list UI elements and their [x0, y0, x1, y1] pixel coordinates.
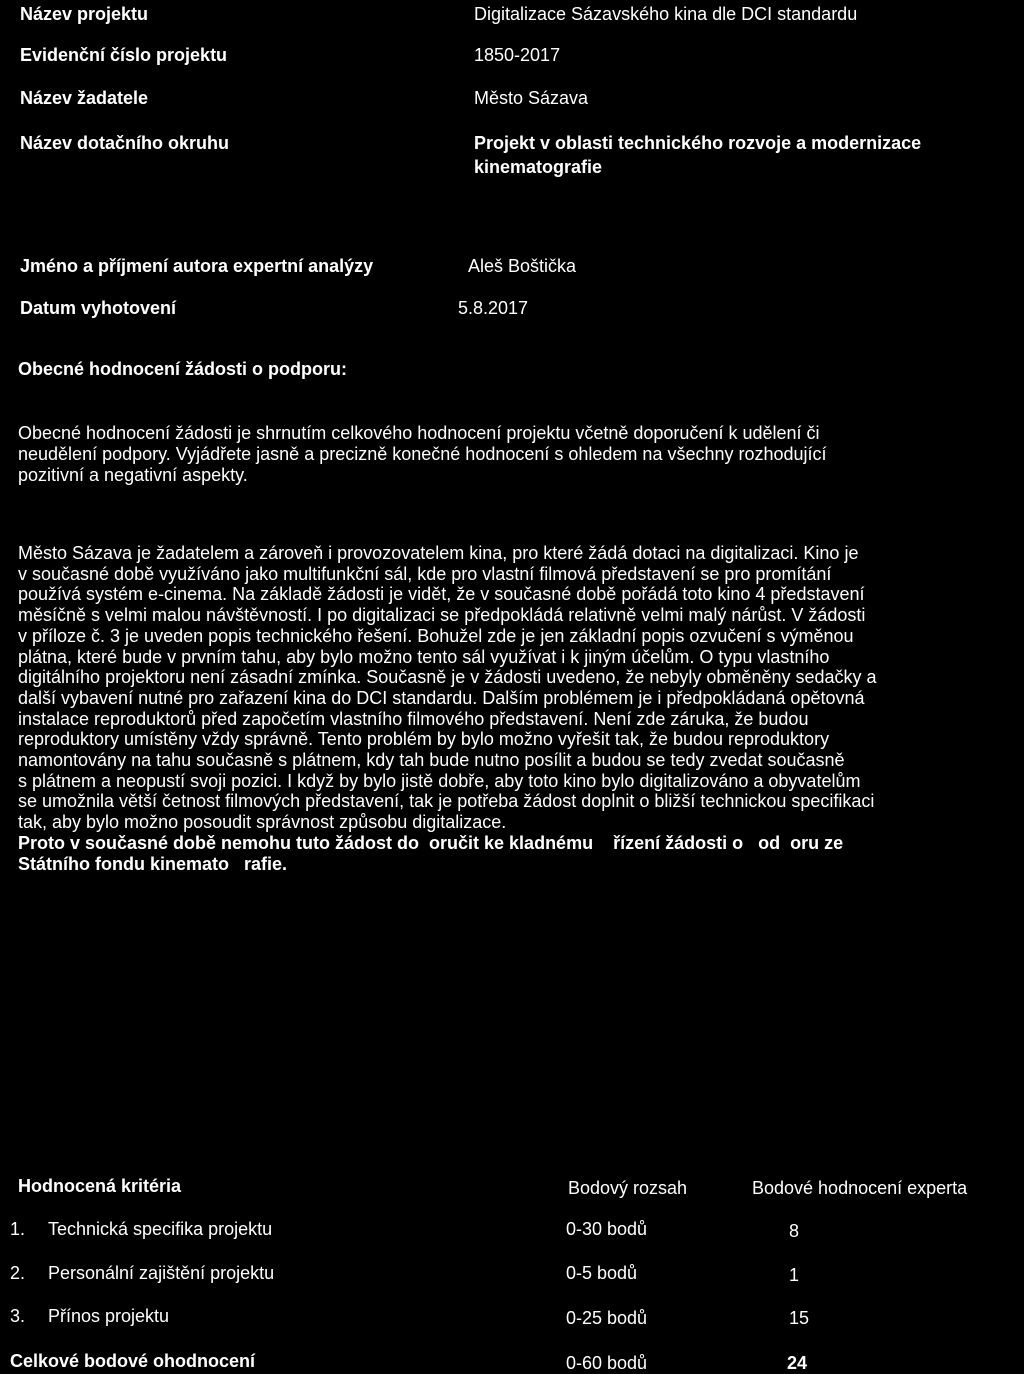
body-line: plátna, které bude v prvním tahu, aby bylo možno tento sál využívat i k jiným účelům. O typu vlastního — [18, 646, 830, 667]
value-project-name: Digitalizace Sázavského kina dle DCI standardu — [474, 4, 858, 24]
body-line: tak, aby bylo možno posoudit správnost způsobu digitalizace. — [18, 812, 507, 833]
instruction-paragraph — [18, 423, 827, 485]
row-criterion: Technická specifika projektu — [48, 1219, 273, 1239]
instruction-line: pozitivní a negativní aspekty. — [18, 464, 248, 485]
body-line: další vybavení nutné pro zařazení kina do DCI standardu. Dalším problémem je i předpokládaná opětovná — [18, 687, 865, 708]
instruction-line: Obecné hodnocení žádosti je shrnutím celkového hodnocení projektu včetně doporučení k udělení či — [18, 423, 820, 443]
body-line: instalace reproduktorů před započetím vlastního filmového představení. Není zde záruka, že budou — [18, 708, 809, 729]
table-header-range: Bodový rozsah — [568, 1178, 688, 1198]
body-line: namontovány na tahu současně s plátnem, kdy tah bude nutno posílit a budou se tedy zvedat současně — [18, 750, 845, 771]
row-criterion: Přínos projektu — [48, 1306, 170, 1326]
instruction-line: neudělení podpory. Vyjádřete jasně a precizně konečné hodnocení s ohledem na všechny rozhodující — [18, 443, 827, 464]
table-header-criteria: Hodnocená kritéria — [18, 1176, 182, 1196]
row-score: 15 — [789, 1308, 810, 1328]
row-number: 3. — [10, 1306, 26, 1326]
body-line: Město Sázava je žadatelem a zároveň i provozovatelem kina, pro které žádá dotaci na digitalizaci. Kino je — [18, 543, 859, 563]
row-range: 0-5 bodů — [566, 1263, 638, 1283]
row-criterion: Personální zajištění projektu — [48, 1263, 275, 1283]
value-applicant: Město Sázava — [474, 88, 589, 108]
value-date: 5.8.2017 — [458, 298, 529, 318]
body-line: digitálního projektoru není zásadní zmínka. Současně je v žádosti uvedeno, že nebyly obměněny sedačky a — [18, 667, 877, 688]
value-project-number: 1850-2017 — [474, 45, 561, 65]
evaluation-body — [18, 543, 877, 874]
row-range: 0-30 bodů — [566, 1219, 648, 1239]
body-line: se umožnila větší četnost filmových představení, tak je potřeba žádost doplnit o bližší technickou specifikaci — [18, 791, 875, 812]
total-score: 24 — [787, 1353, 808, 1373]
row-score: 1 — [789, 1265, 800, 1285]
conclusion-line: Státního fondu kinemato rafie. — [18, 853, 288, 874]
conclusion-line: Proto v současné době nemohu tuto žádost do oručit ke kladnému řízení žádosti o od oru ze — [18, 832, 844, 853]
label-project-name: Název projektu — [20, 4, 149, 24]
body-line: v příloze č. 3 je uveden popis technického řešení. Bohužel zde je jen základní popis ozvučení s výměnou — [18, 625, 854, 646]
label-project-number: Evidenční číslo projektu — [20, 45, 228, 65]
value-grant-area-line-1: Projekt v oblasti technického rozvoje a modernizace — [474, 133, 922, 153]
row-number: 1. — [10, 1219, 26, 1239]
label-grant-area: Název dotačního okruhu — [20, 133, 230, 153]
label-date: Datum vyhotovení — [20, 298, 177, 318]
row-number: 2. — [10, 1263, 26, 1283]
section-heading-general-evaluation: Obecné hodnocení žádosti o podporu: — [18, 359, 347, 379]
value-author-name: Aleš Boštička — [468, 256, 577, 276]
row-range: 0-25 bodů — [566, 1308, 648, 1328]
value-grant-area-line-2: kinematografie — [474, 157, 603, 177]
table-header-expert-score: Bodové hodnocení experta — [752, 1178, 968, 1198]
label-author-name: Jméno a příjmení autora expertní analýzy — [20, 256, 374, 276]
label-applicant: Název žadatele — [20, 88, 149, 108]
body-line: měsíčně s velmi malou návštěvností. I po digitalizaci se předpokládá relativně velmi malý nárůst. V žádosti — [18, 605, 866, 626]
total-range: 0-60 bodů — [566, 1353, 648, 1373]
body-line: používá systém e-cinema. Na základě žádosti je vidět, že v současné době pořádá toto kino 4 představení — [18, 584, 865, 605]
total-label: Celkové bodové ohodnocení — [10, 1351, 256, 1371]
body-line: s plátnem a neopustí svoji pozici. I když by bylo jistě dobře, aby toto kino bylo digitalizováno a obyvatelům — [18, 770, 861, 791]
body-line: reproduktory umístěny vždy správně. Tento problém by bylo možno vyřešit tak, že budou reproduktory — [18, 729, 830, 750]
row-score: 8 — [789, 1221, 800, 1241]
body-line: v současné době využíváno jako multifunkční sál, kde pro vlastní filmová představení se pro promítání — [18, 563, 832, 584]
